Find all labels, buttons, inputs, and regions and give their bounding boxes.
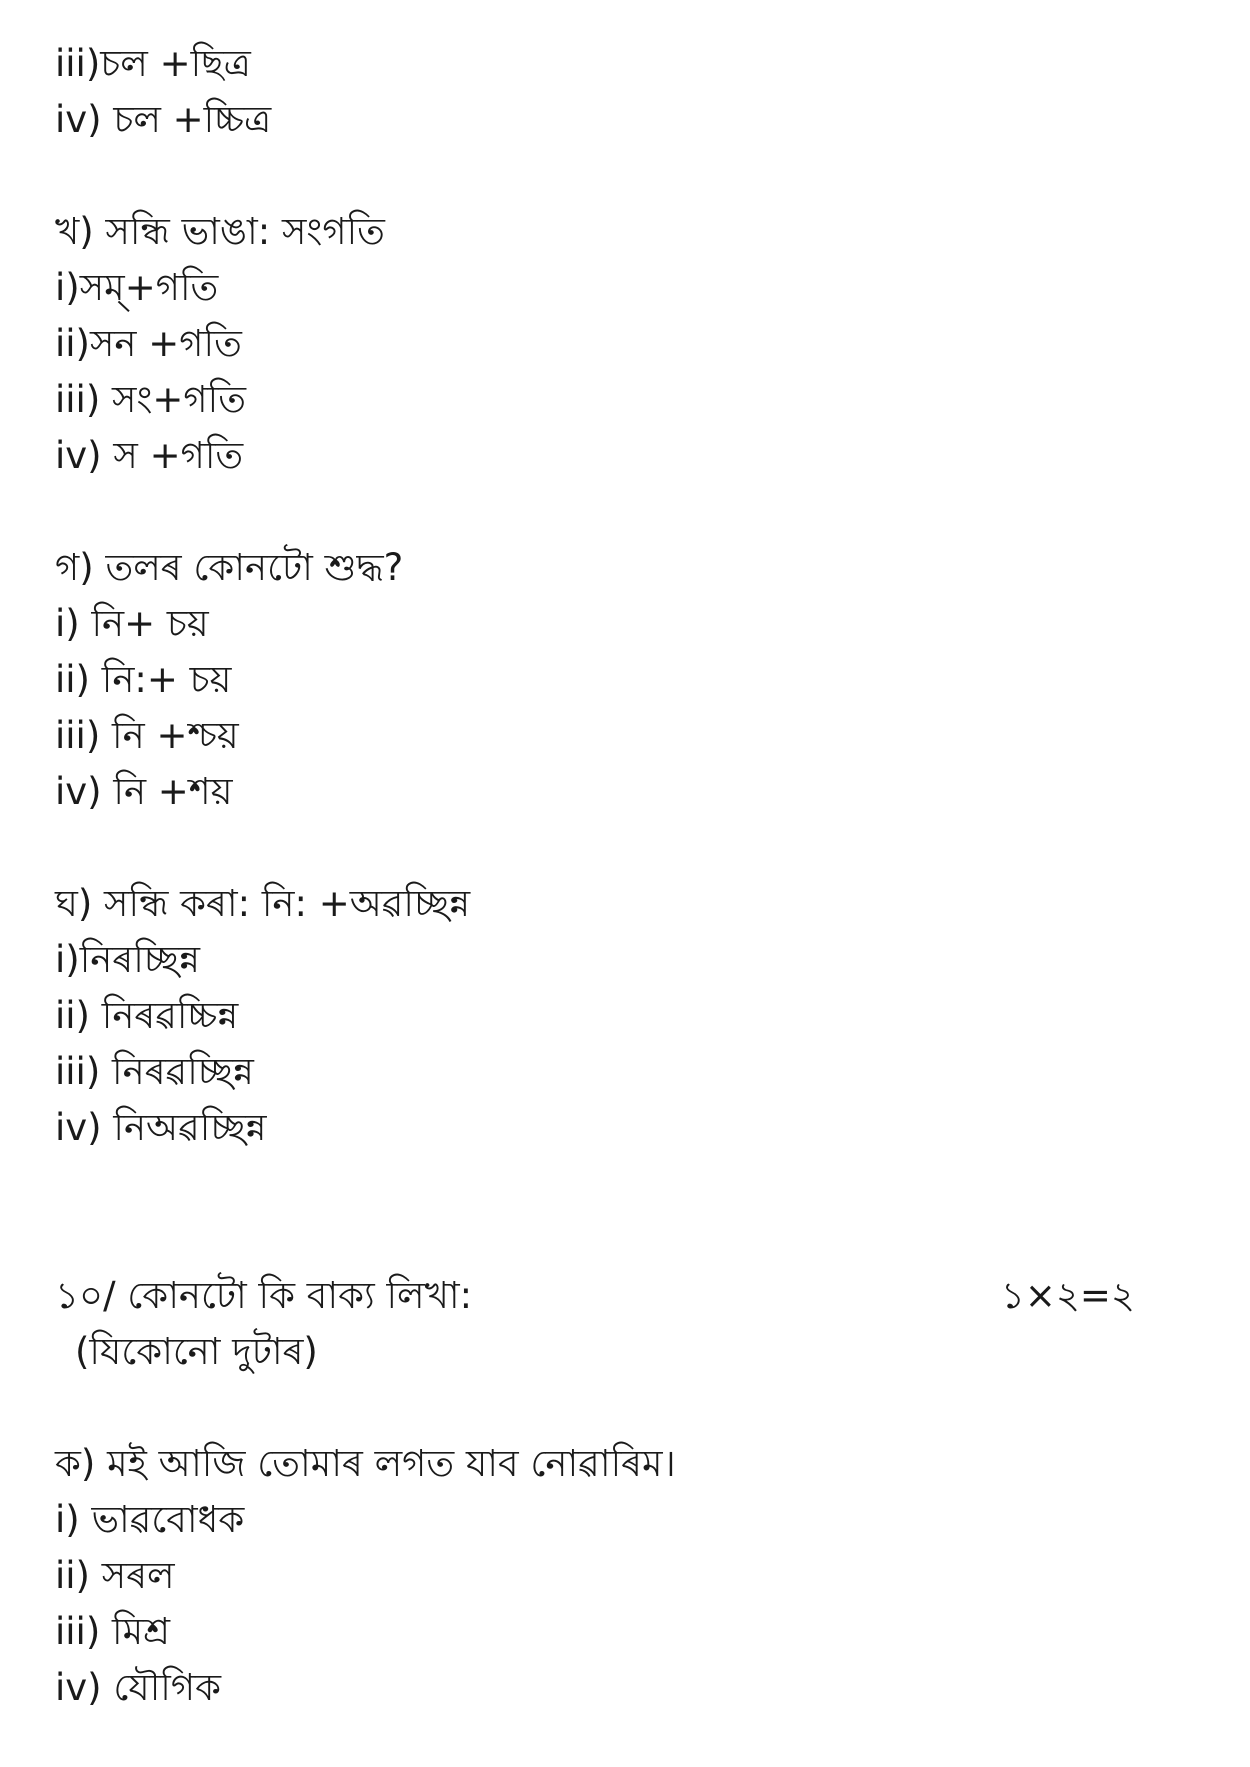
option-i: i)সম্+গতি: [55, 266, 219, 309]
question-text: গ) তলৰ কোনটো শুদ্ধ?: [55, 546, 404, 589]
question-text: ঘ) সন্ধি কৰা: নি: +অৱচ্ছিন্ন: [55, 882, 471, 925]
option-iii: iii) সং+গতি: [55, 378, 247, 421]
section-instruction: (যিকোনো দুটাৰ): [75, 1330, 318, 1373]
option-ii: ii) নিৰৱচ্চিন্ন: [55, 994, 239, 1037]
option-iv: iv) নিঅৱচ্ছিন্ন: [55, 1106, 267, 1149]
option-iii: iii) নিৰৱচ্ছিন্ন: [55, 1050, 254, 1093]
document-page: [55, 36, 1195, 1716]
option-ii: ii)সন +গতি: [55, 322, 242, 365]
option-i: i) ভাৱবোধক: [55, 1498, 245, 1541]
option-i: i) নি+ চয়: [55, 602, 209, 645]
option-ii: ii) নি:+ চয়: [55, 658, 232, 701]
question-text: খ) সন্ধি ভাঙা: সংগতি: [55, 210, 385, 253]
marks-label: ১×২=২: [1000, 1274, 1135, 1317]
option-iv: iv) স +গতি: [55, 434, 244, 477]
option-iv: iv) যৌগিক: [55, 1666, 222, 1709]
section-title: ১০/ কোনটো কি বাক্য লিখা:: [55, 1274, 473, 1317]
option-iii: iii)চল +ছিত্র: [55, 42, 251, 85]
question-ga: [55, 540, 1195, 820]
section-header: [55, 1268, 1135, 1324]
section-10: [55, 1268, 1195, 1380]
option-iii: iii) মিশ্ৰ: [55, 1610, 171, 1653]
option-iv: iv) নি +শয়: [55, 770, 233, 813]
question-ka: [55, 1436, 1195, 1716]
question-c-tail: [55, 36, 1195, 148]
option-ii: ii) সৰল: [55, 1554, 175, 1597]
question-gha: [55, 876, 1195, 1156]
option-i: i)নিৰচ্ছিন্ন: [55, 938, 200, 981]
question-kha: [55, 204, 1195, 484]
option-iii: iii) নি +শ্চয়: [55, 714, 239, 757]
question-text: ক) মই আজি তোমাৰ লগত যাব নোৱাৰিম।: [55, 1442, 676, 1485]
option-iv: iv) চল +চ্চিত্র: [55, 98, 272, 141]
